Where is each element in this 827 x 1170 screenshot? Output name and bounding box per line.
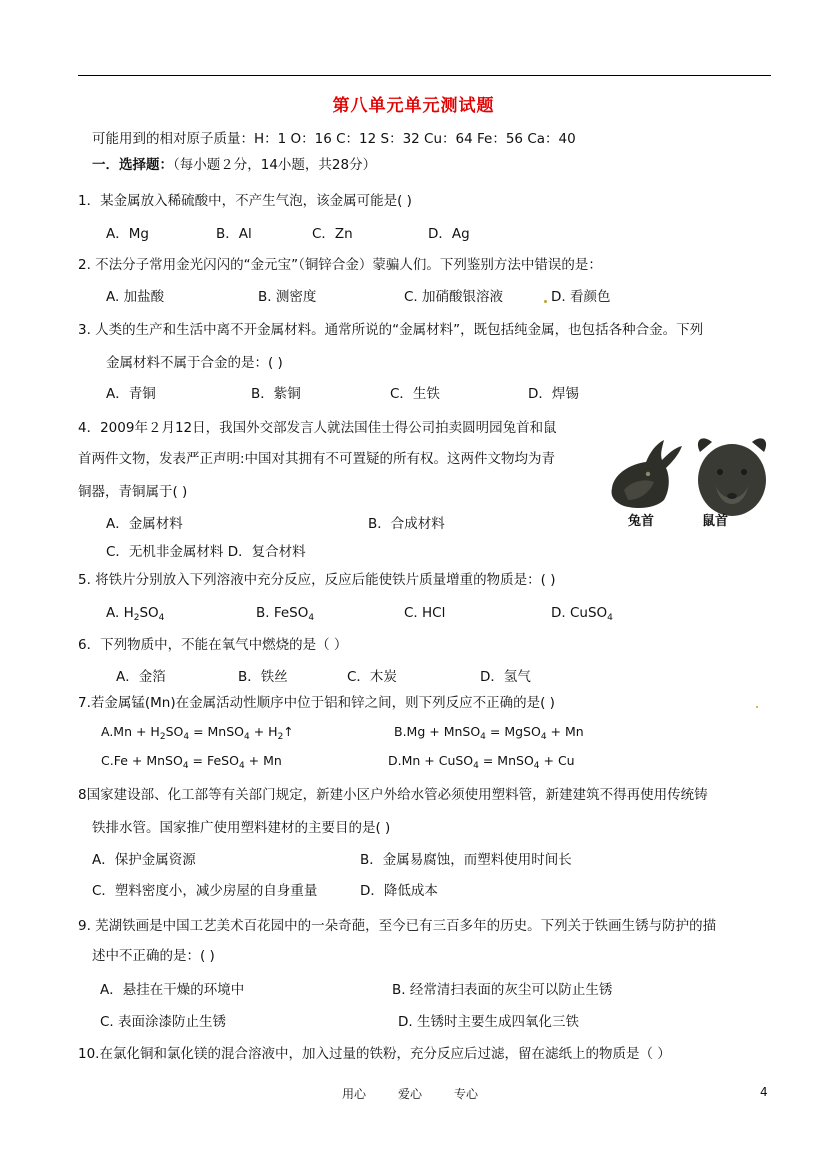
q6-option-b: B．铁丝 — [238, 669, 288, 685]
q6-option-c: C．木炭 — [347, 669, 397, 685]
footer-item-3: 专心 — [454, 1087, 479, 1101]
q1-option-c: C．Zn — [312, 226, 353, 242]
question-6: 6．下列物质中，不能在氧气中燃烧的是（ ） — [78, 637, 348, 653]
q8-option-b: B．金属易腐蚀，而塑料使用时间长 — [360, 852, 572, 868]
bronze-heads-figure — [604, 430, 778, 530]
question-8-line-1: 8国家建设部、化工部等有关部门规定，新建小区户外给水管必须使用塑料管，新建建筑不得再使用传统铸 — [78, 787, 708, 803]
question-3-line-2: 金属材料不属于合金的是：( ) — [106, 355, 283, 371]
q2-option-c: C. 加硝酸银溶液 — [404, 289, 504, 305]
footer-item-2: 爱心 — [398, 1087, 423, 1101]
rabbit-head-icon — [612, 440, 683, 508]
question-10: 10.在氯化铜和氯化镁的混合溶液中，加入过量的铁粉，充分反应后过滤，留在滤纸上的物质是（ ） — [78, 1046, 671, 1062]
q1-option-b: B．Al — [216, 226, 252, 242]
q3-option-b: B．紫铜 — [251, 386, 301, 402]
question-4-line-2: 首两件文物，发表严正声明:中国对其拥有不可置疑的所有权。这两件文物均为青 — [78, 451, 556, 467]
q2-option-d: D. 看颜色 — [551, 289, 611, 305]
q6-option-a: A．金箔 — [116, 669, 166, 685]
q3-option-d: D．焊锡 — [528, 386, 579, 402]
question-4-line-1: 4．2009年２月12日，我国外交部发言人就法国佳士得公司拍卖圆明园兔首和鼠 — [78, 420, 557, 436]
atomic-masses: 可能用到的相对原子质量：H：1 O：16 C：12 S：32 Cu：64 Fe：56 Ca：40 — [92, 131, 576, 147]
question-5: 5. 将铁片分别放入下列溶液中充分反应，反应后能使铁片质量增重的物质是：( ) — [78, 572, 556, 588]
page-number: 4 — [760, 1085, 768, 1099]
q6-option-d: D．氢气 — [480, 669, 531, 685]
q4-option-cd: C．无机非金属材料 D．复合材料 — [106, 544, 306, 560]
q9-option-d: D. 生锈时主要生成四氧化三铁 — [398, 1014, 579, 1030]
q5-option-c: C. HCl — [404, 605, 446, 621]
footer-item-1: 用心 — [342, 1087, 367, 1101]
question-1: 1．某金属放入稀硫酸中，不产生气泡，该金属可能是( ) — [78, 193, 412, 209]
q5-option-a: A. $H_2SO_4$ — [106, 605, 165, 623]
q4-option-a: A．金属材料 — [106, 516, 183, 532]
rat-caption: 鼠首 — [702, 514, 729, 529]
question-9-line-1: 9. 芜湖铁画是中国工艺美术百花园中的一朵奇葩，至今已有三百多年的历史。下列关于铁画生锈与防护的描 — [78, 918, 717, 934]
q1-option-a: A．Mg — [106, 226, 149, 242]
q9-option-a: A．悬挂在干燥的环境中 — [100, 982, 245, 998]
question-7: 7.若金属锰(Mn)在金属活动性顺序中位于铝和锌之间，则下列反应不正确的是( ) — [78, 695, 555, 711]
header-rule — [78, 75, 771, 76]
q1-option-d: D．Ag — [428, 226, 470, 242]
question-4-line-3: 铜器，青铜属于( ) — [78, 484, 188, 500]
q7-option-c: C.Fe + MnSO$_4$ = FeSO$_4$ + Mn — [101, 753, 282, 771]
question-3-line-1: 3. 人类的生产和生活中离不开金属材料。通常所说的“金属材料”，既包括纯金属，也包括各种合金。下列 — [78, 322, 704, 338]
q8-option-c: C．塑料密度小，减少房屋的自身重量 — [92, 883, 318, 899]
q4-option-b: B．合成材料 — [368, 516, 445, 532]
q3-option-a: A．青铜 — [106, 386, 156, 402]
q3-option-c: C．生铁 — [390, 386, 440, 402]
section-heading: 一．选择题：（每小题２分，14小题，共28分） — [92, 157, 377, 173]
q9-option-c: C. 表面涂漆防止生锈 — [100, 1014, 227, 1030]
q2-option-a: A. 加盐酸 — [106, 289, 165, 305]
q8-option-a: A．保护金属资源 — [92, 852, 196, 868]
rabbit-caption: 兔首 — [628, 514, 655, 529]
q7-option-d: D.Mn + CuSO$_4$ = MnSO$_4$ + Cu — [388, 753, 575, 771]
page-title: 第八单元单元测试题 — [332, 96, 495, 116]
q8-option-d: D．降低成本 — [360, 883, 438, 899]
question-9-line-2: 述中不正确的是：( ) — [92, 948, 215, 964]
question-2: 2. 不法分子常用金光闪闪的“金元宝”（铜锌合金）蒙骗人们。下列鉴别方法中错误的是： — [78, 257, 602, 273]
q7-option-b: B.Mg + MnSO$_4$ = MgSO$_4$ + Mn — [394, 724, 584, 742]
question-8-line-2: 铁排水管。国家推广使用塑料建材的主要目的是( ) — [92, 820, 391, 836]
stray-dot-2 — [756, 706, 758, 708]
q5-option-d: D. CuSO$_4$ — [551, 605, 613, 623]
q2-option-b: B. 测密度 — [258, 289, 317, 305]
q5-option-b: B. FeSO$_4$ — [256, 605, 315, 623]
stray-dot — [544, 300, 547, 303]
q7-option-a: $A.Mn + H_2SO_4$ = MnSO$_4$ + $H_2↑$ — [101, 724, 294, 742]
q9-option-b: B. 经常清扫表面的灰尘可以防止生锈 — [392, 982, 613, 998]
rat-head-icon — [698, 438, 766, 516]
